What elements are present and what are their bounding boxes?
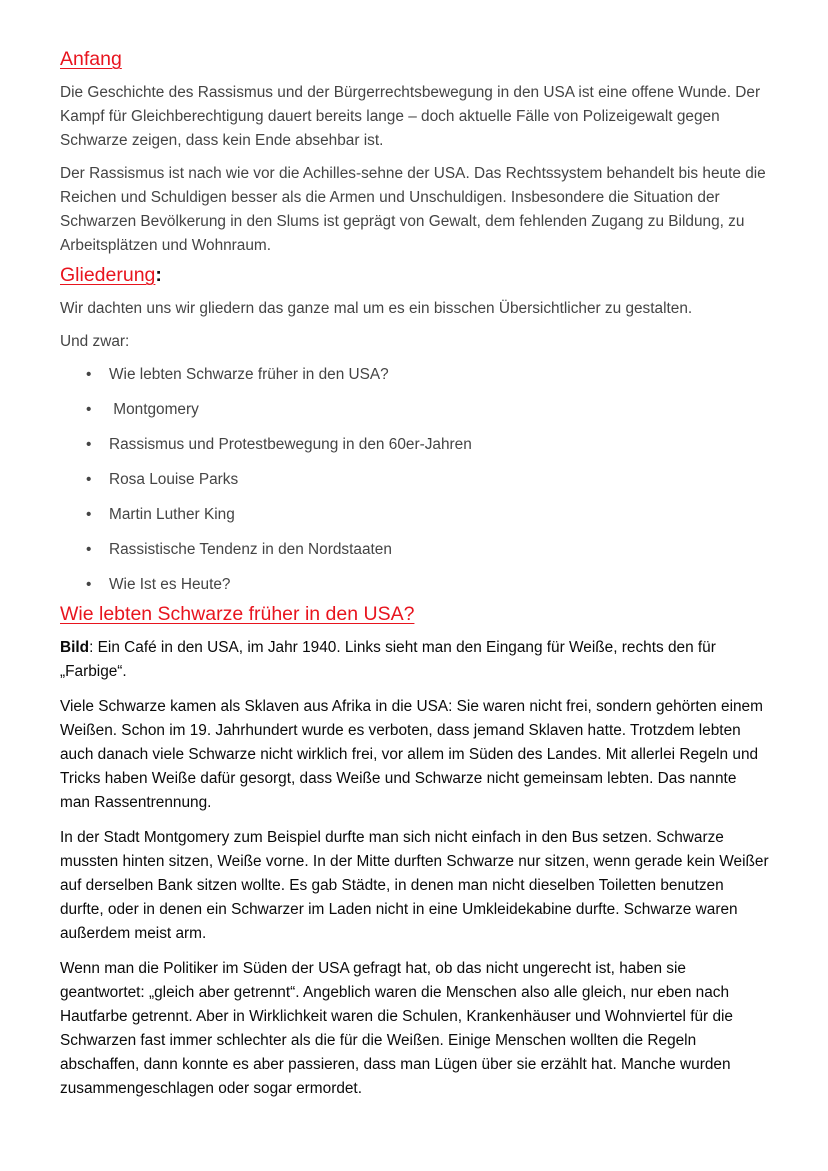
list-item <box>60 468 770 492</box>
bild-text: : Ein Café in den USA, im Jahr 1940. Links sieht man den Eingang für Weiße, rechts den für „Farbige“. <box>60 639 716 680</box>
gliederung-lead: Und zwar: <box>60 333 130 350</box>
gliederung-intro: Wir dachten uns wir gliedern das ganze mal um es ein bisschen Übersichtlicher zu gestalten. <box>60 300 693 317</box>
bullet-icon: • <box>86 576 92 593</box>
list-item-text: Rosa Louise Parks <box>109 471 239 488</box>
heading-anfang-text: Anfang <box>60 48 122 70</box>
section-gliederung <box>60 262 770 597</box>
list-item <box>60 573 770 597</box>
outline-list <box>60 363 770 597</box>
paragraph: In der Stadt Montgomery zum Beispiel durfte man sich nicht einfach in den Bus setzen. Schwarze mussten hinten sitzen, Weiße vorne. In der Mitte durften Schwarze nur sitzen, wenn gerade kein Weißer auf derselben Bank sitzen wollte. Es gab Städte, in denen man nicht dieselben Toiletten benutzen durfte, oder in denen ein Schwarzer im Laden nicht in eine Umkleidekabine durfte. Schwarze waren außerdem meist arm. <box>60 829 769 942</box>
list-item <box>60 363 770 387</box>
section-frueher <box>60 601 770 1101</box>
list-item-text: Rassismus und Protestbewegung in den 60er-Jahren <box>109 436 472 453</box>
paragraph: Viele Schwarze kamen als Sklaven aus Afrika in die USA: Sie waren nicht frei, sondern gehörten einem Weißen. Schon im 19. Jahrhundert wurde es verboten, dass jemand Sklaven hatte. Trotzdem lebten auch danach viele Schwarze nicht wirklich frei, vor allem im Süden des Landes. Mit allerlei Regeln und Tricks haben Weiße dafür gesorgt, dass Weiße und Schwarze nicht gemeinsam lebten. Das nannte man Rassentrennung. <box>60 698 763 811</box>
heading-anfang <box>60 46 770 72</box>
bild-caption <box>60 636 770 684</box>
list-item-text: Rassistische Tendenz in den Nordstaaten <box>109 541 392 558</box>
bild-label: Bild <box>60 639 90 656</box>
bullet-icon: • <box>86 506 92 523</box>
bullet-icon: • <box>86 366 92 383</box>
list-item-text: Wie Ist es Heute? <box>109 576 231 593</box>
list-item-text: Martin Luther King <box>109 506 235 523</box>
list-item <box>60 433 770 457</box>
paragraph: Wenn man die Politiker im Süden der USA gefragt hat, ob das nicht ungerecht ist, haben sie geantwortet: „gleich aber getrennt“. Angeblich waren die Menschen also alle gleich, nur eben nach Hautfarbe getrennt. Aber in Wirklichkeit waren die Schulen, Krankenhäuser und Wohnviertel für die Schwarzen fast immer schlechter als die für die Weißen. Einige Menschen wollten die Regeln abschaffen, dann konnte es aber passieren, dass man Lügen über sie erzählt hat. Manche wurden zusammengeschlagen oder sogar ermordet. <box>60 960 733 1097</box>
heading-gliederung-text: Gliederung <box>60 264 156 286</box>
bullet-icon: • <box>86 471 92 488</box>
list-item <box>60 398 770 422</box>
section-anfang <box>60 46 770 258</box>
paragraph: Die Geschichte des Rassismus und der Bürgerrechtsbewegung in den USA ist eine offene Wunde. Der Kampf für Gleichberechtigung dauert bereits lange – doch aktuelle Fälle von Polizeigewalt gegen Schwarze zeigen, dass kein Ende absehbar ist. <box>60 84 761 149</box>
heading-frueher-text: Wie lebten Schwarze früher in den USA? <box>60 603 415 625</box>
heading-gliederung <box>60 262 770 288</box>
list-item <box>60 503 770 527</box>
bullet-icon: • <box>86 401 92 418</box>
bullet-icon: • <box>86 436 92 453</box>
list-item-text: Wie lebten Schwarze früher in den USA? <box>109 366 389 383</box>
paragraph: Der Rassismus ist nach wie vor die Achilles-sehne der USA. Das Rechtssystem behandelt bis heute die Reichen und Schuldigen besser als die Armen und Unschuldigen. Insbesondere die Situation der Schwarzen Bevölkerung in den Slums ist geprägt von Gewalt, dem fehlenden Zugang zu Bildung, zu Arbeitsplätzen und Wohnraum. <box>60 165 766 254</box>
heading-gliederung-colon: : <box>155 264 162 286</box>
heading-frueher <box>60 601 770 627</box>
bullet-icon: • <box>86 541 92 558</box>
list-item-text: Montgomery <box>109 401 199 418</box>
document-page <box>60 46 770 1101</box>
list-item <box>60 538 770 562</box>
